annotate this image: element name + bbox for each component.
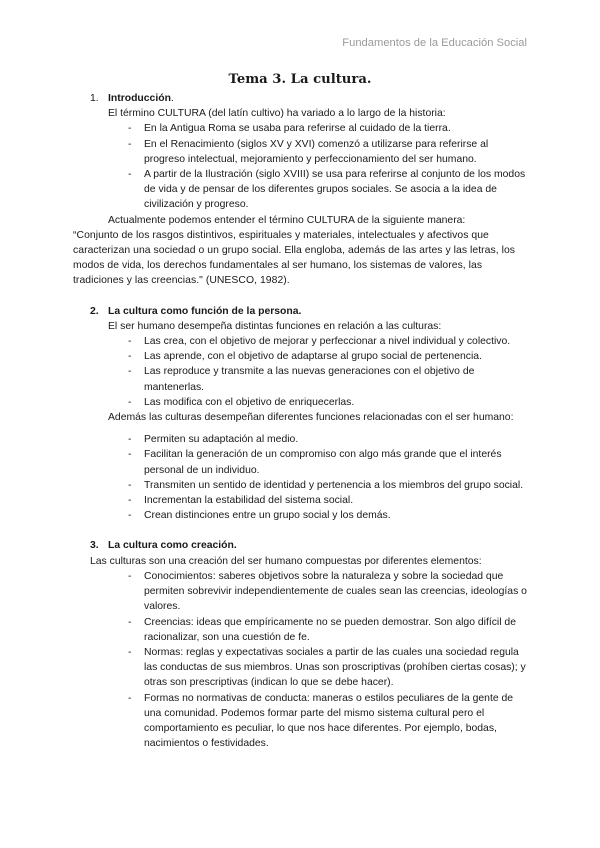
section-number: 2.: [90, 305, 99, 317]
section-3-heading: [73, 538, 528, 553]
list-item: - Incrementan la estabilidad del sistema social.: [144, 493, 528, 508]
list-item: - Creencias: ideas que empíricamente no se pueden demostrar. Son algo difícil de racionalizar, son una cuestión de fe.: [144, 615, 528, 645]
list-item: - Transmiten un sentido de identidad y pertenencia a los miembros del grupo social.: [144, 478, 528, 493]
section-2-heading: [73, 304, 528, 319]
section-2-intro: El ser humano desempeña distintas funciones en relación a las culturas:: [108, 320, 442, 332]
list-item: - En la Antigua Roma se usaba para referirse al cuidado de la tierra.: [144, 121, 528, 136]
document-body: [73, 91, 528, 751]
list-item: - Las aprende, con el objetivo de adaptarse al grupo social de pertenencia.: [144, 349, 528, 364]
section-number: 1.: [90, 93, 99, 104]
list-item: - A partir de la Ilustración (siglo XVIII) se usa para referirse al conjunto de los modos de vida y de pensar de los diferentes grupos sociales. Se asocia a la idea de civilización y progreso.: [144, 167, 528, 213]
list-item: - Conocimientos: saberes objetivos sobre la naturaleza y sobre la sociedad que permiten sobrevivir independientemente de cuales sean las creencias, ideologías o valores.: [144, 569, 528, 615]
page-title: Tema 3. La cultura.: [228, 72, 372, 87]
section-2-list-2: [73, 432, 528, 523]
list-item: - Las modifica con el objetivo de enriquecerlas.: [144, 395, 528, 410]
list-item: - Crean distinciones entre un grupo social y los demás.: [144, 508, 528, 523]
section-3-list: [73, 569, 528, 751]
list-item: - Las reproduce y transmite a las nuevas generaciones con el objetivo de mantenerlas.: [144, 364, 528, 394]
section-2-list: [73, 334, 528, 410]
section-1-heading: [73, 91, 528, 106]
section-1-list: [73, 121, 528, 212]
section-title: La cultura como creación.: [108, 540, 237, 552]
list-item: - Facilitan la generación de un compromiso con algo más grande que el interés personal de un individuo.: [144, 447, 528, 477]
section-2-after: Además las culturas desempeñan diferentes funciones relacionadas con el ser humano:: [108, 412, 514, 424]
list-item: - Formas no normativas de conducta: maneras o estilos peculiares de la gente de una comunidad. Podemos formar parte del mismo sistema cultural pero el comportamiento es peculiar, lo que nos hace diferentes. Por ejemplo, bodas, nacimientos o festividades.: [144, 691, 528, 752]
unesco-quote: “Conjunto de los rasgos distintivos, espirituales y materiales, intelectuales y afectivos que caracterizan una sociedad o un grupo social. Ella engloba, además de las artes y las letras, los modos de vida, los derechos fundamentales al ser humano, los sistemas de valores, las tradiciones y las creencias." (UNESCO, 1982).: [73, 229, 516, 287]
section-1-after: Actualmente podemos entender el término CULTURA de la siguiente manera:: [108, 214, 466, 226]
list-item: - Permiten su adaptación al medio.: [144, 432, 528, 447]
list-item: - En el Renacimiento (siglos XV y XVI) comenzó a utilizarse para referirse al progreso intelectual, mejoramiento y perfeccionamiento del ser humano.: [144, 137, 528, 167]
running-header: Fundamentos de la Educación Social: [342, 37, 527, 49]
section-number: 3.: [90, 540, 99, 552]
section-1-intro: El término CULTURA (del latín cultivo) ha variado a lo largo de la historia:: [108, 108, 446, 120]
section-title-suffix: .: [170, 93, 174, 104]
list-item: - Las crea, con el objetivo de mejorar y perfeccionar a nivel individual y colectivo.: [144, 334, 528, 349]
section-title: La cultura como función de la persona.: [108, 305, 302, 317]
section-title: Introducción: [108, 93, 171, 104]
list-item: - Normas: reglas y expectativas sociales a partir de las cuales una sociedad regula las conductas de sus miembros. Unas son proscriptivas (prohíben ciertas cosas); y otras son prescriptivas (indican lo que se debe hacer).: [144, 645, 528, 691]
section-3-intro: Las culturas son una creación del ser humano compuestas por diferentes elementos:: [90, 555, 482, 567]
